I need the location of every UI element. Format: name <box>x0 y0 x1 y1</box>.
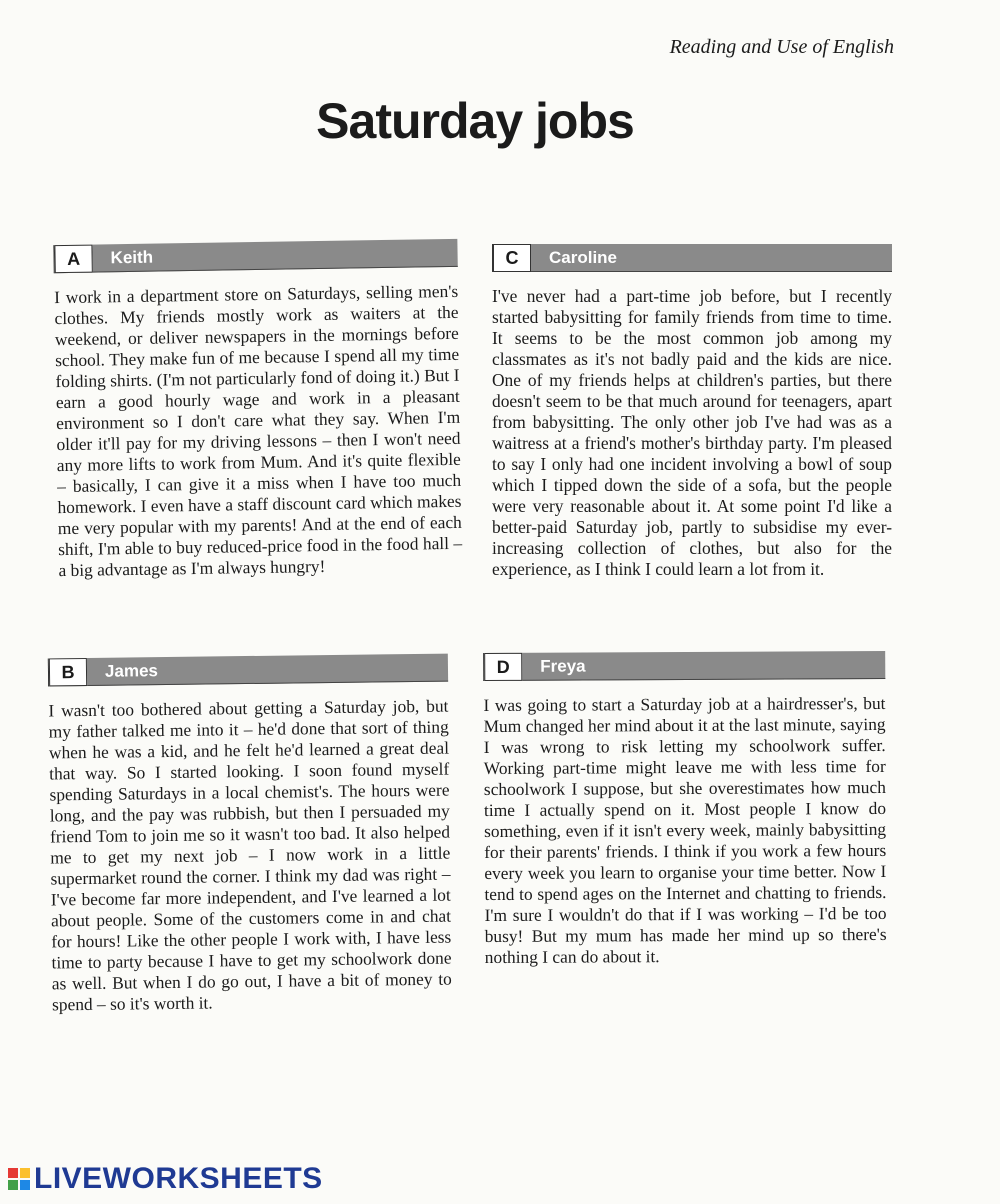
section-c-header <box>492 244 892 272</box>
section-b-text: I wasn't too bothered about getting a Saturday job, but my father talked me into it – he'd done that sort of thing when he was a kid, and he felt he'd learned a great deal that way. So I started looking. I soon found myself spending Saturdays in a local chemist's. The hours were long, and the pay was rubbish, but then I persuaded my friend Tom to join me so it wasn't too bad. It also helped me to get my next job – I now work in a little supermarket round the corner. I think my dad was right – I've become far more independent, and I've learned a lot about people. Some of the customers come in and chat for hours! Like the other people I work with, I have less time to party because I have to get my schoolwork done as well. But when I do go out, I have a bit of money to spend – so it's worth it. <box>48 695 452 1015</box>
section-d-text: I was going to start a Saturday job at a hairdresser's, but Mum changed her mind about it at the last minute, saying I was wrong to risk letting my schoolwork suffer. Working part-time might leave me with less time for schoolwork I suppose, but she overestimates how much time I actually spend on it. Most people I know do something, even if it isn't every week, mainly babysitting for their parents' friends. I think if you work a few hours every week you learn to organise your time better. Now I tend to spend ages on the Internet and chatting to friends. I'm sure I wouldn't do that if I was working – I'd be too busy! But my mum has made her mind up so there's nothing I can do about it. <box>483 692 887 968</box>
logo-square-blue <box>20 1180 30 1190</box>
section-a <box>53 239 462 581</box>
section-c-name: Caroline <box>549 248 618 267</box>
running-head: Reading and Use of English <box>669 36 894 58</box>
section-b-letter: B <box>49 658 87 686</box>
section-d-header <box>483 651 885 681</box>
brand-name: LIVEWORKSHEETS <box>34 1162 323 1195</box>
section-d <box>483 651 887 968</box>
liveworksheets-brand[interactable] <box>8 1162 323 1196</box>
section-a-letter: A <box>54 245 92 274</box>
section-c-text: I've never had a part-time job before, but I recently started babysitting for family friends from time to time. It seems to be the most common job among my classmates as it's not badly paid and the kids are nice. One of my friends helps at children's parties, but there doesn't seem to be that much around for teenagers, apart from babysitting. The only other job I've had was as a waitress at a friend's mother's birthday party. I'm pleased to say I only had one incident involving a bowl of soup which I tipped down the side of a sofa, but the people were very reasonable about it. At some point I'd like a better-paid Saturday job, partly to subsidise my ever-increasing collection of clothes, but also for the experience, as I think I could learn a lot from it. <box>492 286 892 579</box>
section-b-header <box>48 654 448 687</box>
section-b-name: James <box>104 661 159 681</box>
logo-square-yellow <box>20 1168 30 1178</box>
section-b <box>48 654 452 1016</box>
section-a-text: I work in a department store on Saturdays, selling men's clothes. My friends mostly work as waiters at the weekend, or deliver newspapers in the mornings before school. They make fun of me because I spend all my time folding shirts. (I'm not particularly fond of doing it.) But I earn a good hourly wage and work in a pleasant environment so I don't care what they say. When I'm older it'll pay for my driving lessons – then I won't need any more lifts to work from Mum. And it's quite flexible – basically, I can give it a miss when I have too much homework. I even have a staff discount card which makes me very popular with my parents! And at the end of each shift, I'm able to buy reduced-price food in the food hall – a big advantage as I'm always hungry! <box>54 280 463 581</box>
page-title: Saturday jobs <box>316 93 634 149</box>
section-a-name: Keith <box>110 247 154 268</box>
section-c <box>492 244 892 580</box>
section-d-name: Freya <box>540 656 586 676</box>
liveworksheets-logo-icon <box>8 1168 30 1190</box>
section-c-letter: C <box>493 244 531 272</box>
logo-square-green <box>8 1180 18 1190</box>
section-d-letter: D <box>484 653 522 681</box>
logo-square-red <box>8 1168 18 1178</box>
section-a-header <box>53 239 457 273</box>
